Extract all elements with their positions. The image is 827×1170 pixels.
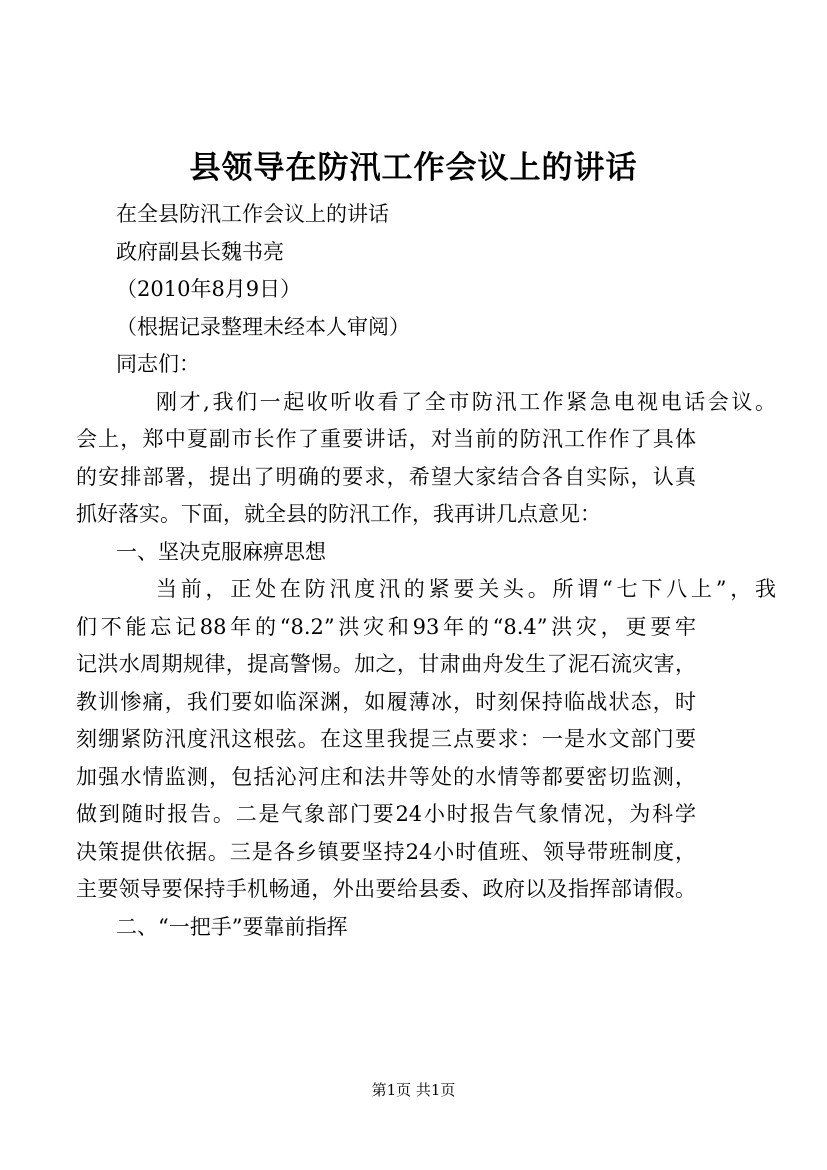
paragraph-line: 主要领导要保持手机畅通，外出要给县委、政府以及指挥部请假。 <box>76 877 696 901</box>
document-body <box>76 196 776 946</box>
section-heading: 二、“一把手”要靠前指挥 <box>116 914 348 939</box>
paragraph-line: 教训惨痛，我们要如临深渊，如履薄冰，时刻保持临战状态，时 <box>76 689 696 714</box>
paragraph-line: 加强水情监测，包括沁河庄和法井等处的水情等都要密切监测， <box>76 764 696 789</box>
paragraph-line: 决策提供依据。三是各乡镇要坚持24小时值班、领导带班制度， <box>76 839 696 864</box>
paragraph-line: 记洪水周期规律，提高警惕。加之，甘肃曲舟发生了泥石流灾害， <box>76 652 696 676</box>
paragraph-line: 们不能忘记88年的“8.2”洪灾和93年的“8.4”洪灾，更要牢 <box>76 614 696 639</box>
paragraph-line: 的安排部署，提出了明确的要求，希望大家结合各自实际，认真 <box>76 464 696 489</box>
paragraph-line: 会上，郑中夏副市长作了重要讲话，对当前的防汛工作作了具体 <box>76 427 696 451</box>
section-heading: 一、坚决克服麻痹思想 <box>116 539 326 564</box>
document-title: 县领导在防汛工作会议上的讲话 <box>189 150 638 186</box>
note-line: （根据记录整理未经本人审阅） <box>116 314 410 339</box>
paragraph-line: 刻绷紧防汛度汛这根弦。在这里我提三点要求：一是水文部门要 <box>76 727 696 751</box>
paragraph-line: 刚才,我们一起收听收看了全市防汛工作紧急电视电话会议。 <box>156 389 776 414</box>
speaker-line: 政府副县长魏书亮 <box>116 239 284 264</box>
page-footer: 第1页 共1页 <box>371 1081 456 1099</box>
salutation-line: 同志们： <box>116 352 200 376</box>
paragraph-line: 当前，正处在防汛度汛的紧要关头。所谓“七下八上”，我 <box>156 577 776 601</box>
paragraph-line: 抓好落实。下面，就全县的防汛工作，我再讲几点意见： <box>76 502 601 526</box>
date-line: （2010年8月9日） <box>116 277 302 301</box>
subtitle-line: 在全县防汛工作会议上的讲话 <box>116 202 389 226</box>
paragraph-line: 做到随时报告。二是气象部门要24小时报告气象情况，为科学 <box>76 802 696 826</box>
